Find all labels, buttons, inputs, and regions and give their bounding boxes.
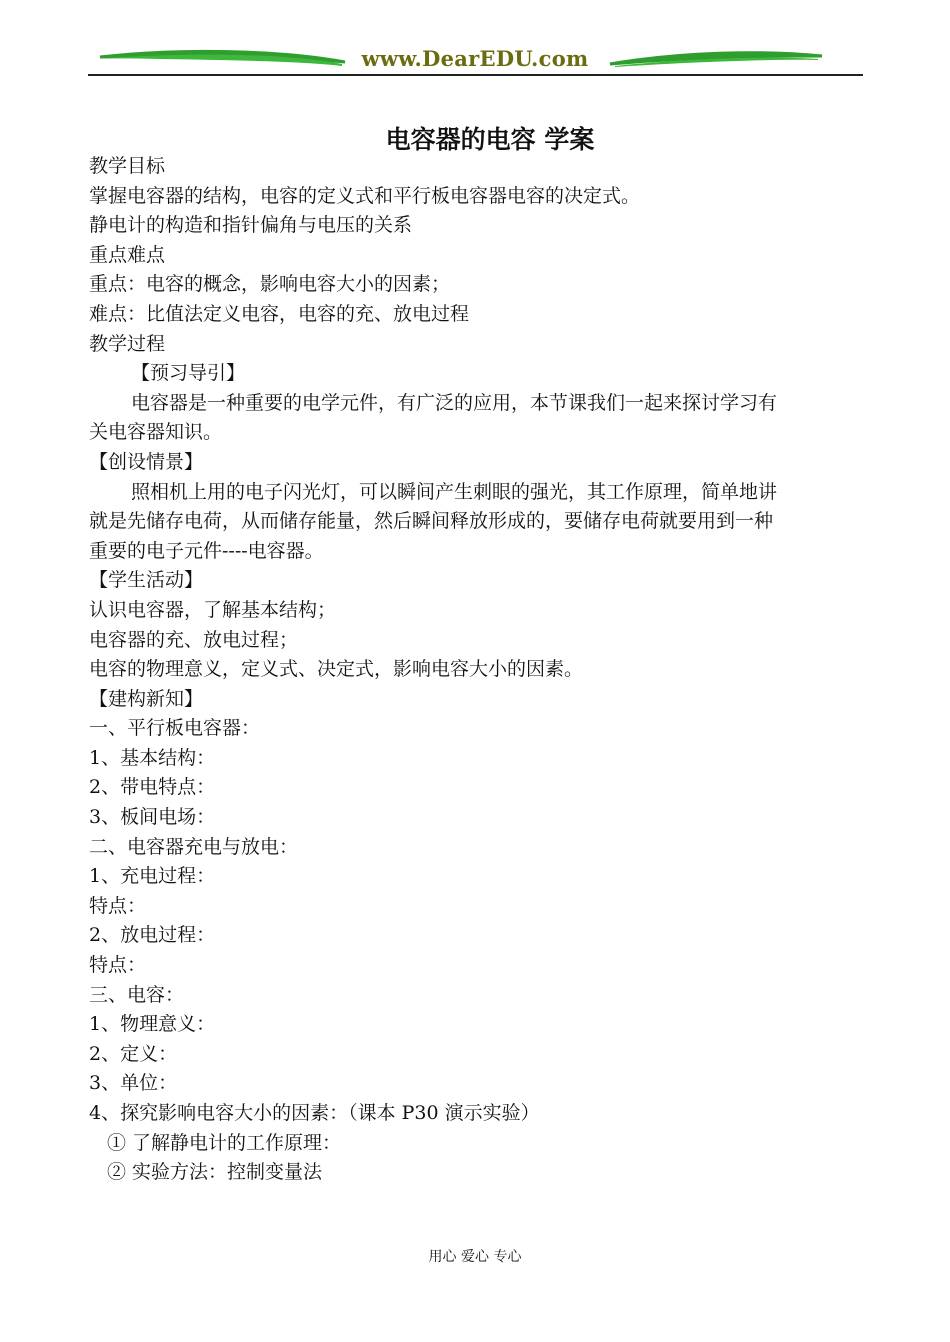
text-line: 静电计的构造和指针偏角与电压的关系	[89, 214, 413, 237]
site-logo-text: www.DearEDU.com	[361, 46, 589, 71]
text-line: 1、物理意义：	[89, 1013, 216, 1036]
text-line: 照相机上用的电子闪光灯，可以瞬间产生刺眼的强光，其工作原理，简单地讲	[131, 480, 778, 503]
text-line: 电容器是一种重要的电学元件，有广泛的应用，本节课我们一起来探讨学习有	[131, 391, 778, 414]
text-line: 一、平行板电容器：	[89, 717, 261, 740]
text-line: 【创设情景】	[89, 450, 204, 473]
text-line: 特点：	[89, 894, 147, 917]
text-line: 电容的物理意义，定义式、决定式，影响电容大小的因素。	[89, 658, 584, 681]
text-line: 难点：比值法定义电容，电容的充、放电过程	[89, 302, 470, 325]
text-line: 特点：	[89, 954, 147, 977]
text-line: 教学目标	[89, 155, 166, 177]
text-line: 掌握电容器的结构，电容的定义式和平行板电容器电容的决定式。	[89, 184, 641, 207]
text-line: 2、放电过程：	[89, 924, 216, 947]
text-line: 重要的电子元件----电容器。	[89, 539, 324, 562]
text-line: 1、基本结构：	[89, 746, 216, 769]
text-line: ① 了解静电计的工作原理：	[107, 1131, 342, 1154]
text-line: 重点：电容的概念，影响电容大小的因素；	[89, 273, 451, 296]
page-footer: 用心 爱心 专心	[428, 1249, 522, 1265]
site-header	[0, 40, 950, 80]
text-line: 电容器的充、放电过程；	[89, 628, 299, 651]
text-line: 重点难点	[89, 243, 166, 266]
text-line: 【预习导引】	[131, 362, 246, 385]
text-line: 教学过程	[89, 332, 166, 355]
text-line: 3、单位：	[89, 1072, 178, 1095]
text-line: 二、电容器充电与放电：	[89, 835, 299, 858]
header-divider	[88, 74, 863, 76]
document-body	[89, 152, 864, 1188]
text-line: 【学生活动】	[89, 569, 204, 592]
text-line: 4、探究影响电容大小的因素：（课本 P30 演示实验）	[89, 1102, 540, 1124]
page-title: 电容器的电容 学案	[385, 125, 595, 154]
text-line: 2、定义：	[89, 1042, 178, 1065]
text-line: 3、板间电场：	[89, 806, 216, 829]
text-line: ② 实验方法：控制变量法	[107, 1161, 323, 1184]
text-line: 认识电容器，了解基本结构；	[89, 598, 337, 621]
text-line: 1、充电过程：	[89, 865, 216, 888]
text-line: 【建构新知】	[89, 687, 204, 710]
text-line: 三、电容：	[89, 983, 185, 1006]
text-line: 2、带电特点：	[89, 776, 216, 799]
text-line: 就是先储存电荷，从而储存能量，然后瞬间释放形成的，要储存电荷就要用到一种	[89, 510, 774, 533]
text-line: 关电容器知识。	[89, 421, 223, 444]
